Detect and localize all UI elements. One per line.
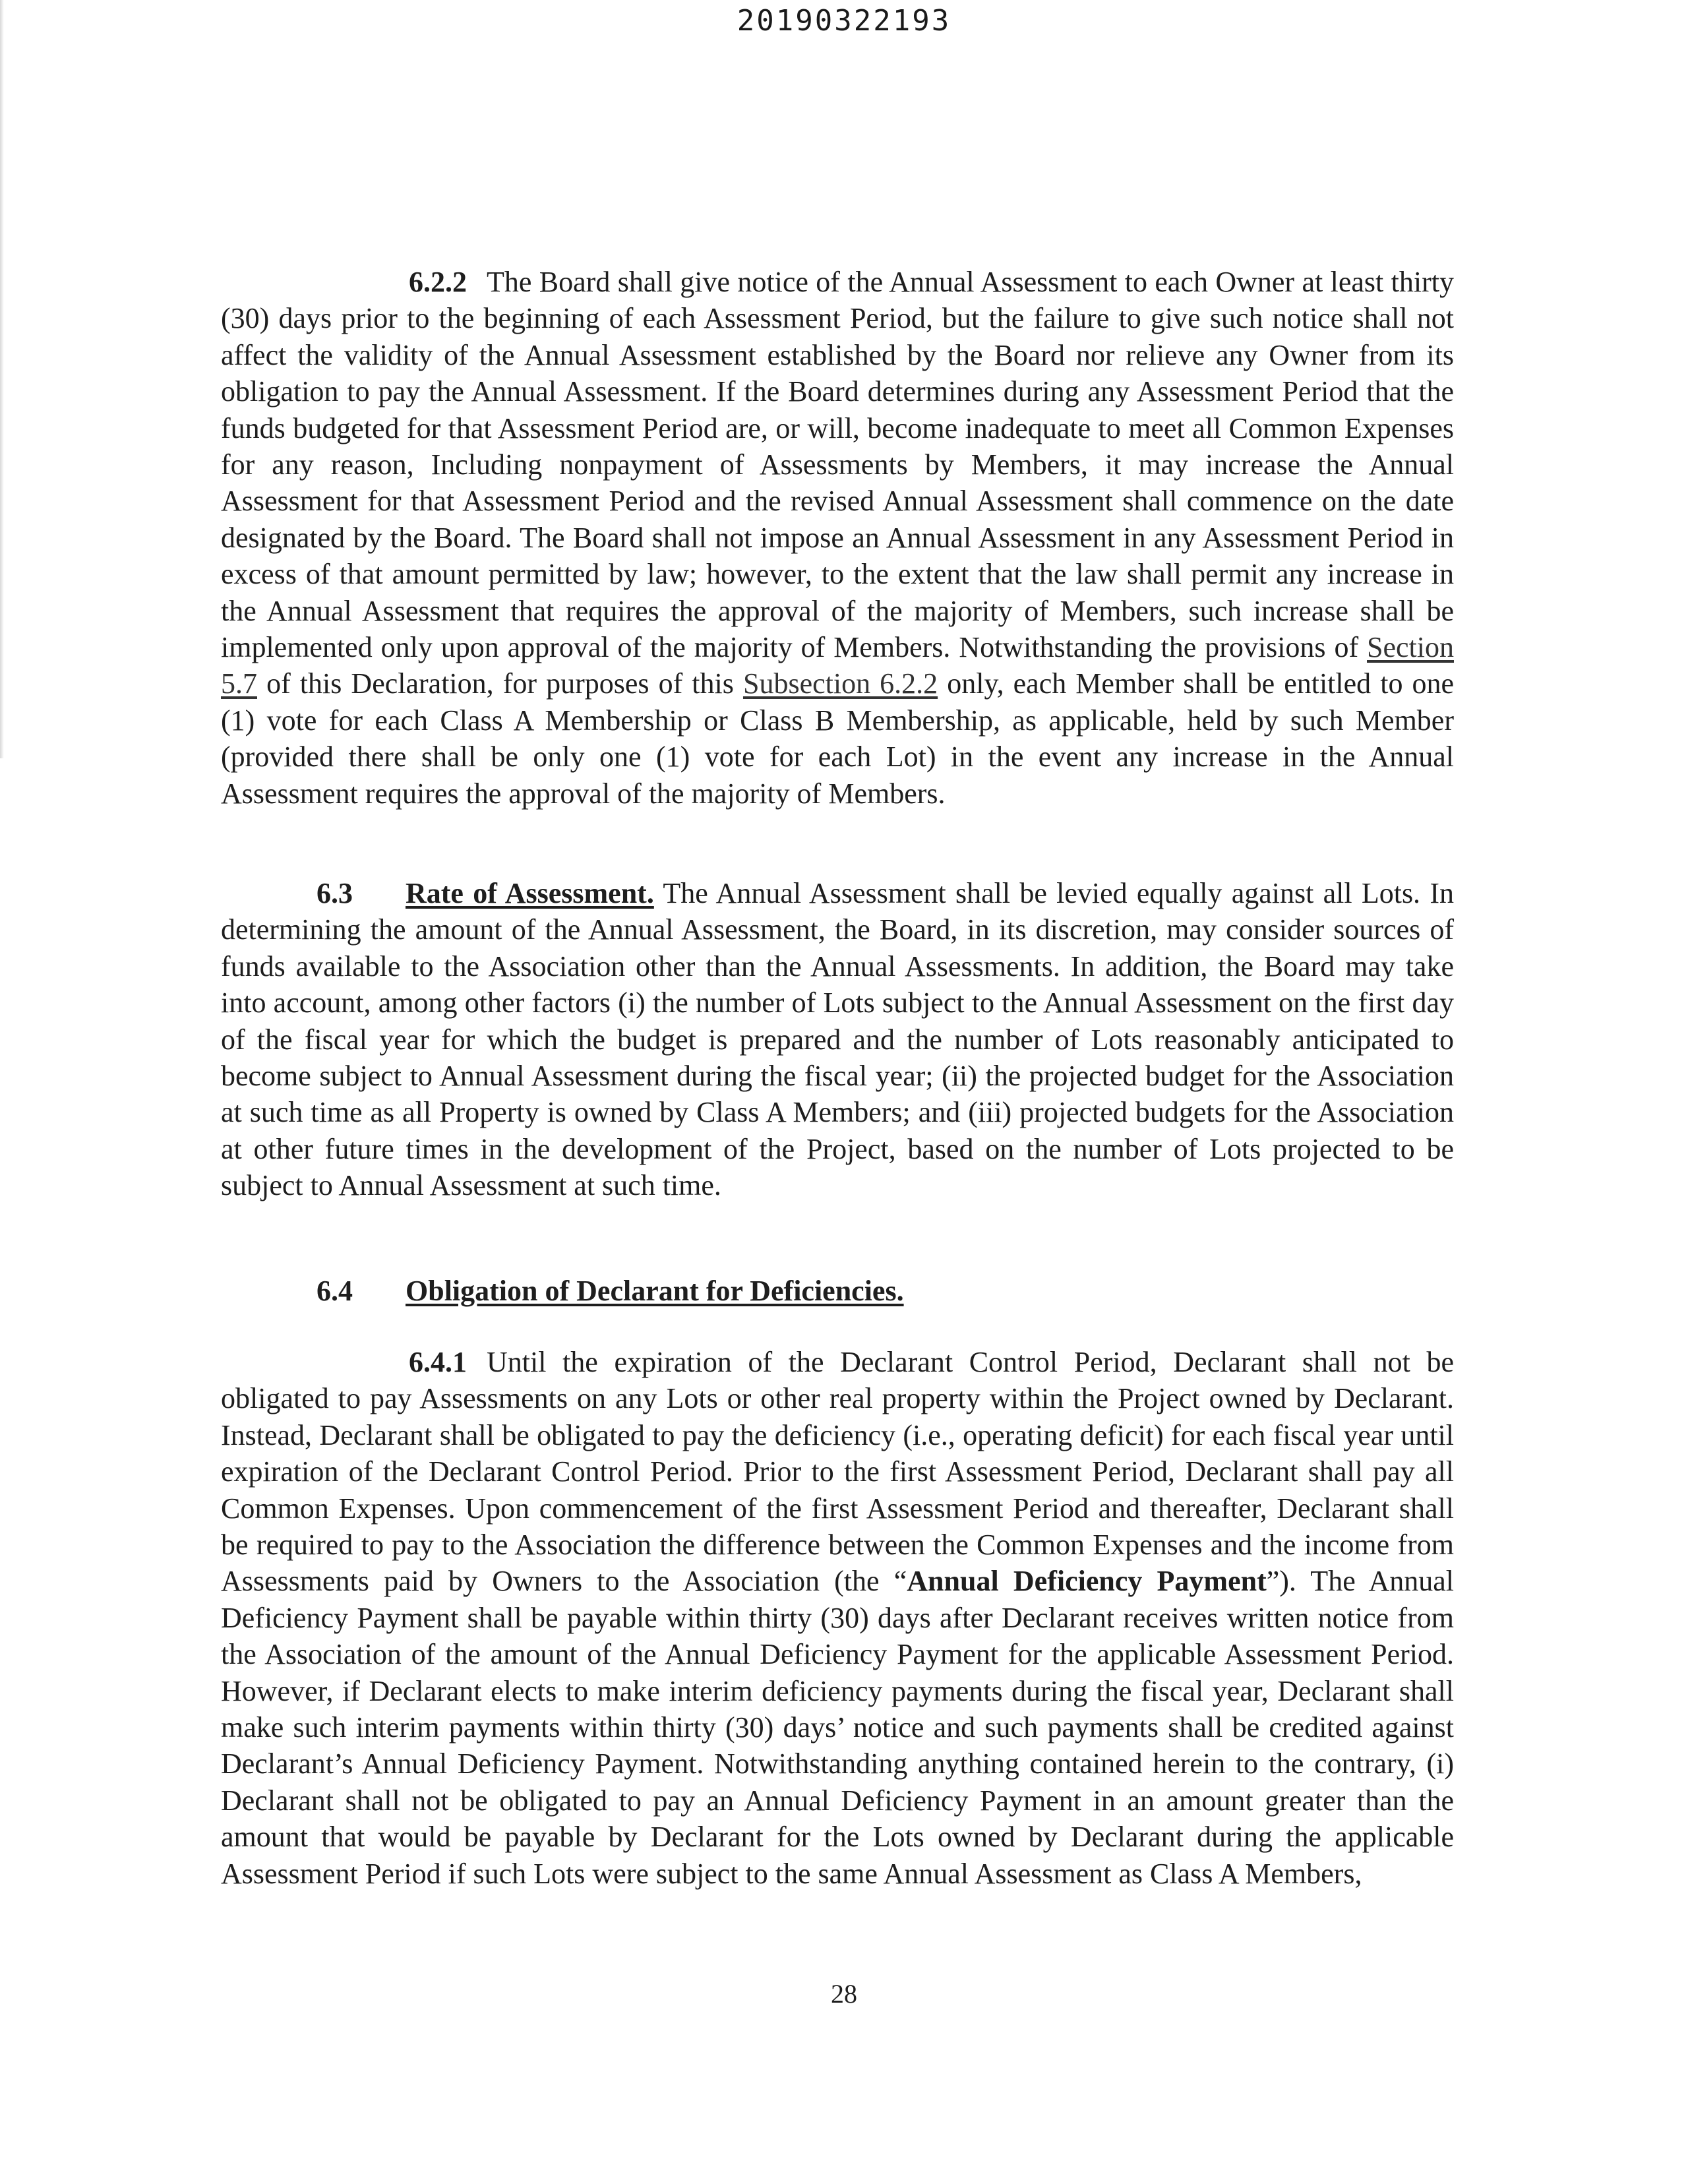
section-number: 6.4: [316, 1275, 353, 1307]
section-number: 6.3: [316, 877, 353, 909]
paragraph-6-3: [221, 875, 1454, 1204]
paragraph-text: The Annual Assessment shall be levied equally against all Lots. In determining the amount of the Annual Assessment, the Board, in its discretion, may consider sources of funds available to the Association other than the Annual Assessments. In addition, the Board may take into account, among other factors (i) the number of Lots subject to the Annual Assessment on the first day of the fiscal year for which the budget is prepared and the number of Lots reasonably anticipated to become subject to Annual Assessment during the fiscal year; (ii) the projected budget for the Association at such time as all Property is owned by Class A Members; and (iii) projected budgets for the Association at other future times in the development of the Project, based on the number of Lots projected to be subject to Annual Assessment at such time.: [221, 877, 1454, 1202]
paragraph-text: ”). The Annual Deficiency Payment shall be payable within thirty (30) days after Declarant receives written notice from the Association of the amount of the Annual Deficiency Payment for the applicable Assessment Period. However, if Declarant elects to make interim deficiency payments during the fiscal year, Declarant shall make such interim payments within thirty (30) days’ notice and such payments shall be credited against Declarant’s Annual Deficiency Payment. Notwithstanding anything contained herein to the contrary, (i) Declarant shall not be obligated to pay an Annual Deficiency Payment in an amount greater than the amount that would be payable by Declarant for the Lots owned by Declarant during the applicable Assessment Period if such Lots were subject to the same Annual Assessment as Class A Members,: [221, 1565, 1455, 1890]
section-number: 6.2.2: [409, 266, 467, 298]
paragraph-6-2-2: [221, 264, 1454, 812]
paragraph-6-4-1: [221, 1344, 1454, 1892]
defined-term: Annual Deficiency Payment: [907, 1565, 1267, 1598]
paragraph-text: Until the expiration of the Declarant Control Period, Declarant shall not be obligated to pay Assessments on any Lots or other real property within the Project owned by Declarant. Instead, Declarant shall be obligated to pay the deficiency (i.e., operating deficit) for each fiscal year until expiration of the Declarant Control Period. Prior to the first Assessment Period, Declarant shall pay all Common Expenses. Upon commencement of the first Assessment Period and thereafter, Declarant shall be required to pay to the Association the difference between the Common Expenses and the income from Assessments paid by Owners to the Association (the “: [221, 1346, 1454, 1598]
paragraph-text: of this Declaration, for purposes of this: [266, 667, 734, 700]
section-heading: Rate of Assessment.: [406, 877, 654, 909]
cross-reference-link[interactable]: Subsection 6.2.2: [742, 667, 938, 700]
recording-number: 20190322193: [737, 4, 951, 38]
scan-edge: [0, 0, 4, 758]
paragraph-text: only, each Member shall be entitled to one (1) vote for each Class A Membership or Class B Membership, as applicable, held by such Member (provided there shall be only one (1) vote for each Lot) in the event any increase in the Annual Assessment requires the approval of the majority of Members.: [221, 667, 1455, 810]
cross-reference-link[interactable]: Section 5.7: [221, 631, 1454, 700]
paragraph-6-4: [221, 1273, 1454, 1309]
paragraph-text: The Board shall give notice of the Annual Assessment to each Owner at least thirty (30) days prior to the beginning of each Assessment Period, but the failure to give such notice shall not affect the validity of the Annual Assessment established by the Board nor relieve any Owner from its obligation to pay the Annual Assessment. If the Board determines during any Assessment Period that the funds budgeted for that Assessment Period are, or will, become inadequate to meet all Common Expenses for any reason, Including nonpayment of Assessments by Members, it may increase the Annual Assessment for that Assessment Period and the revised Annual Assessment shall commence on the date designated by the Board. The Board shall not impose an Annual Assessment in any Assessment Period in excess of that amount permitted by law; however, to the extent that the law shall permit any increase in the Annual Assessment that requires the approval of the majority of Members, such increase shall be implemented only upon approval of the majority of Members. Notwithstanding the provisions of: [221, 266, 1454, 664]
section-number: 6.4.1: [409, 1346, 467, 1378]
section-heading: Obligation of Declarant for Deficiencies.: [406, 1275, 904, 1307]
page-number: 28: [831, 1979, 857, 2009]
